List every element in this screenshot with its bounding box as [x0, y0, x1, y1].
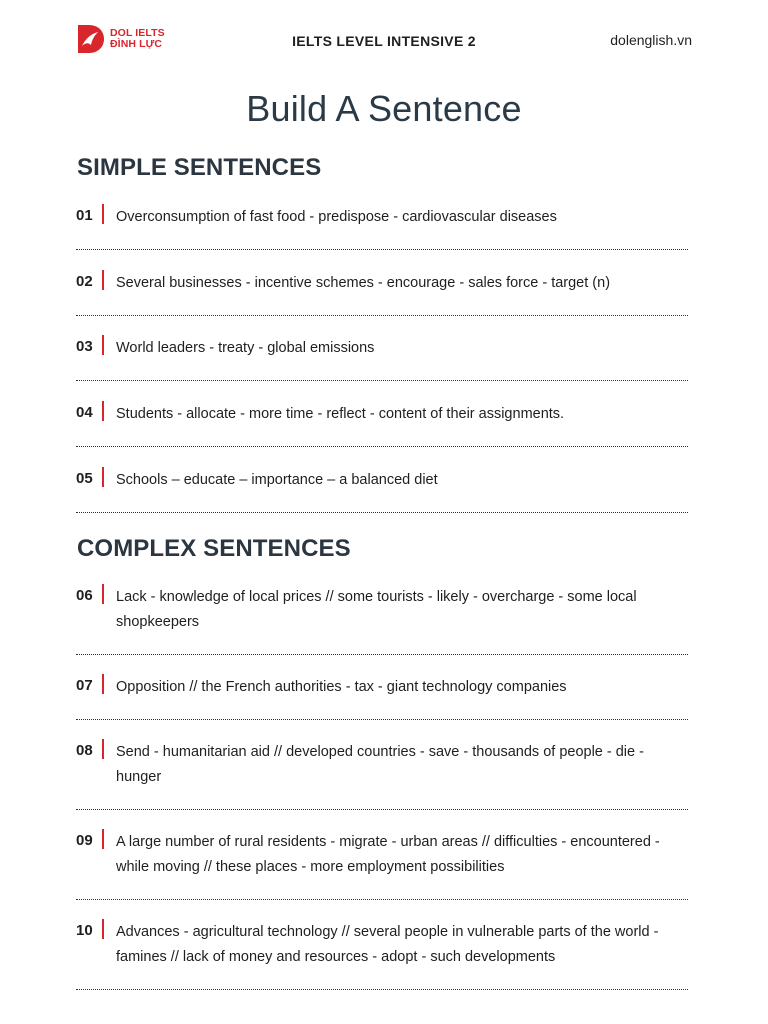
item-prompt: World leaders - treaty - global emissions	[116, 340, 375, 356]
item-number: 09	[76, 832, 93, 849]
item-marker	[102, 829, 104, 849]
item-number: 07	[76, 677, 93, 694]
answer-line[interactable]	[76, 249, 688, 250]
answer-line[interactable]	[76, 512, 688, 513]
answer-line[interactable]	[76, 315, 688, 316]
item-marker	[102, 204, 104, 224]
item-marker	[102, 919, 104, 939]
answer-line[interactable]	[76, 380, 688, 381]
answer-line[interactable]	[76, 989, 688, 990]
item-prompt: Send - humanitarian aid // developed countries - save - thousands of people - die - hunger	[116, 744, 644, 785]
answer-line[interactable]	[76, 809, 688, 810]
item-prompt: Advances - agricultural technology // several people in vulnerable parts of the world - famines // lack of money and resources - adopt - such developments	[116, 924, 659, 965]
item-marker	[102, 270, 104, 290]
brand-line-1: DOL IELTS	[110, 26, 165, 39]
item-marker	[102, 584, 104, 604]
item-marker	[102, 674, 104, 694]
item-number: 06	[76, 587, 93, 604]
item-prompt: Schools – educate – importance – a balanced diet	[116, 472, 438, 488]
item-marker	[102, 467, 104, 487]
item-marker	[102, 335, 104, 355]
item-number: 04	[76, 404, 93, 421]
item-marker	[102, 401, 104, 421]
answer-line[interactable]	[76, 654, 688, 655]
item-number: 03	[76, 338, 93, 355]
item-prompt: Several businesses - incentive schemes - encourage - sales force - target (n)	[116, 275, 611, 291]
course-title: IELTS LEVEL INTENSIVE 2	[292, 33, 476, 49]
item-number: 05	[76, 470, 93, 487]
answer-line[interactable]	[76, 719, 688, 720]
item-number: 01	[76, 207, 93, 224]
item-number: 10	[76, 922, 93, 939]
website-link[interactable]: dolenglish.vn	[610, 32, 692, 48]
item-number: 08	[76, 742, 93, 759]
section-title-complex: COMPLEX SENTENCES	[77, 535, 351, 562]
item-marker	[102, 739, 104, 759]
answer-line[interactable]	[76, 899, 688, 900]
item-number: 02	[76, 273, 93, 290]
answer-line[interactable]	[76, 446, 688, 447]
section-title-simple: SIMPLE SENTENCES	[77, 154, 322, 181]
page-title: Build A Sentence	[246, 88, 522, 129]
brand-line-2: ĐÌNH LỰC	[110, 38, 163, 50]
item-prompt: Students - allocate - more time - reflect - content of their assignments.	[116, 406, 565, 422]
item-prompt: Opposition // the French authorities - tax - giant technology companies	[116, 679, 567, 695]
page-header	[76, 20, 692, 60]
item-prompt: Overconsumption of fast food - predispose - cardiovascular diseases	[116, 209, 557, 225]
item-prompt: Lack - knowledge of local prices // some tourists - likely - overcharge - some local shopkeepers	[116, 589, 637, 630]
item-prompt: A large number of rural residents - migrate - urban areas // difficulties - encountered - while moving // these places - more employment possibilities	[116, 834, 660, 875]
